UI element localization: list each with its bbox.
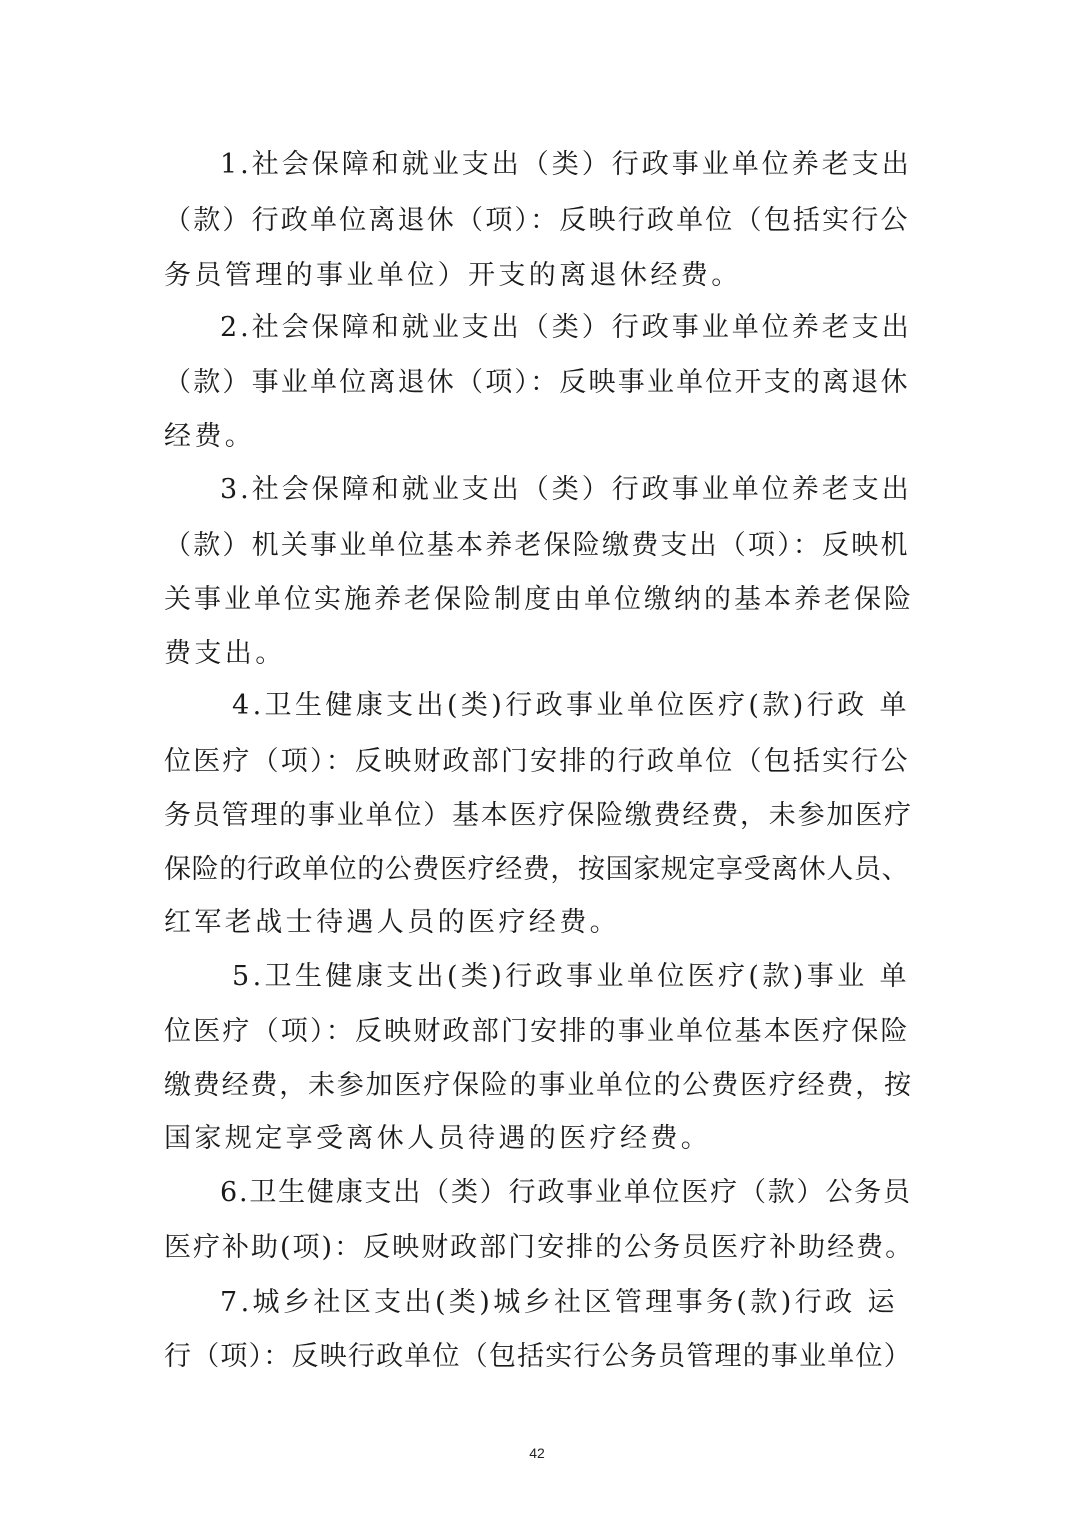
paragraph-1-line-3: 务员管理的事业单位）开支的离退休经费。 [164,260,742,291]
paragraph-1-line-2: （款）行政单位离退休（项）：反映行政单位（包括实行公 [164,205,910,236]
paragraph-6-line-1: 6.卫生健康支出（类）行政事业单位医疗（款）公务员 [220,1177,912,1208]
paragraph-2-line-1: 2.社会保障和就业支出（类）行政事业单位养老支出 [220,312,912,343]
page-number: 42 [529,1445,545,1461]
paragraph-3-line-4: 费支出。 [164,638,286,669]
paragraph-3-line-3: 关事业单位实施养老保险制度由单位缴纳的基本养老保险 [164,584,914,615]
paragraph-4-line-1: 4.卫生健康支出(类)行政事业单位医疗(款)行政 单 [232,690,910,721]
paragraph-7-line-2: 行（项）：反映行政单位（包括实行公务员管理的事业单位） [164,1341,912,1372]
paragraph-2-line-3: 经费。 [164,421,256,452]
paragraph-7-line-1: 7.城乡社区支出(类)城乡社区管理事务(款)行政 运 [220,1287,898,1318]
paragraph-4-line-5: 红军老战士待遇人员的医疗经费。 [164,907,620,938]
paragraph-3-line-2: （款）机关事业单位基本养老保险缴费支出（项）：反映机 [164,530,910,561]
paragraph-6-line-2: 医疗补助(项)：反映财政部门安排的公务员医疗补助经费。 [164,1232,915,1263]
paragraph-5-line-2: 位医疗（项）：反映财政部门安排的事业单位基本医疗保险 [164,1016,910,1047]
paragraph-5-line-4: 国家规定享受离休人员待遇的医疗经费。 [164,1123,712,1154]
paragraph-5-line-3: 缴费经费，未参加医疗保险的事业单位的公费医疗经费，按 [164,1070,913,1101]
paragraph-4-line-4: 保险的行政单位的公费医疗经费，按国家规定享受离休人员、 [164,854,910,885]
paragraph-3-line-1: 3.社会保障和就业支出（类）行政事业单位养老支出 [220,474,912,505]
paragraph-4-line-3: 务员管理的事业单位）基本医疗保险缴费经费，未参加医疗 [164,800,913,831]
paragraph-1-line-1: 1.社会保障和就业支出（类）行政事业单位养老支出 [220,149,912,180]
paragraph-5-line-1: 5.卫生健康支出(类)行政事业单位医疗(款)事业 单 [232,961,910,992]
paragraph-4-line-2: 位医疗（项）：反映财政部门安排的行政单位（包括实行公 [164,746,910,777]
paragraph-2-line-2: （款）事业单位离退休（项）：反映事业单位开支的离退休 [164,367,910,398]
